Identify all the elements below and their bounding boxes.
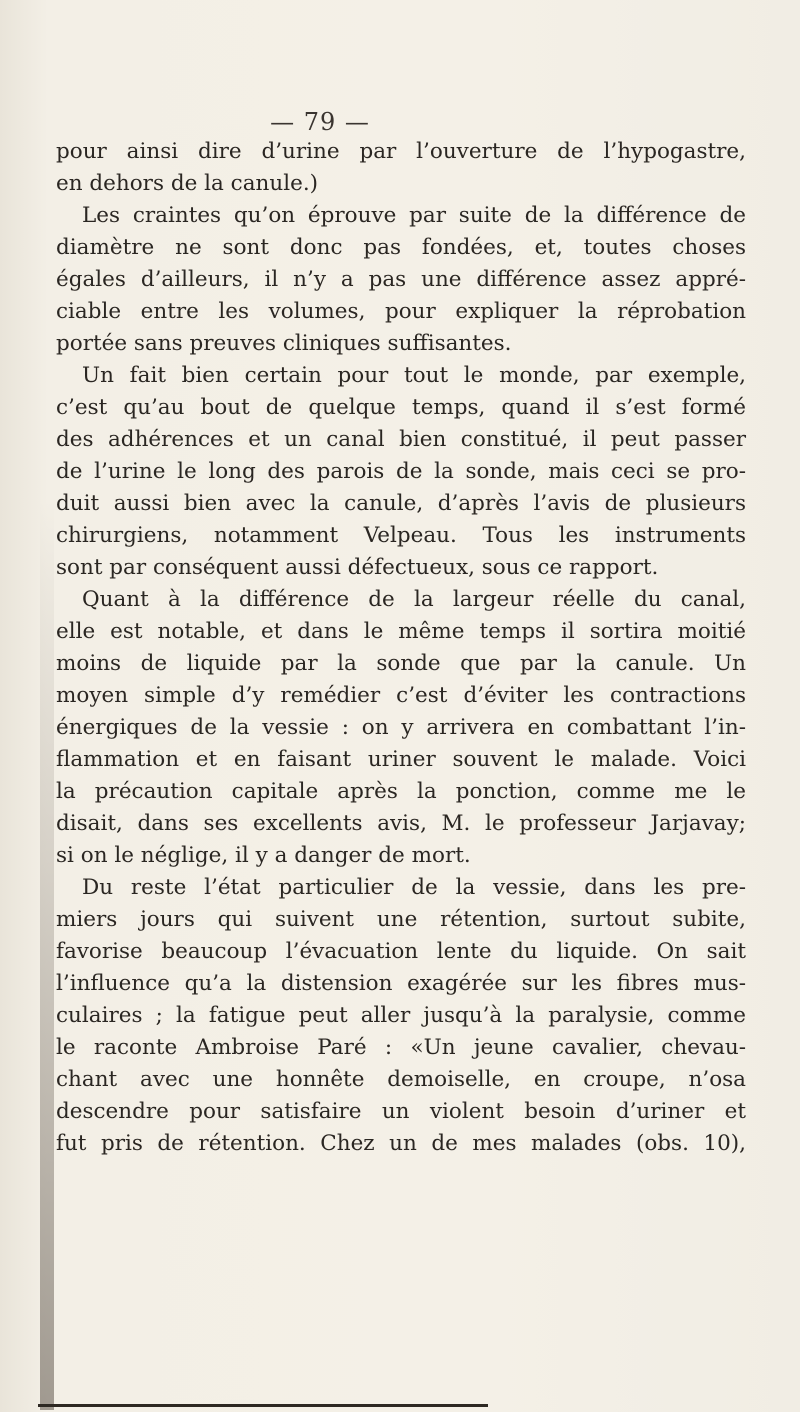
body-text (56, 136, 746, 1160)
text-line: des adhérences et un canal bien constitué, il peut passer (56, 427, 746, 452)
text-line: portée sans preuves cliniques suffisantes. (56, 331, 512, 356)
text-line: Les craintes qu’on éprouve par suite de la différence de (82, 203, 746, 228)
text-line: ciable entre les volumes, pour expliquer la réprobation (56, 299, 746, 324)
text-line: duit aussi bien avec la canule, d’après l’avis de plusieurs (56, 491, 746, 516)
text-line: flammation et en faisant uriner souvent le malade. Voici (56, 747, 746, 772)
text-line: culaires ; la fatigue peut aller jusqu’à la paralysie, comme (56, 1003, 746, 1028)
text-line: Un fait bien certain pour tout le monde, par exemple, (82, 363, 746, 388)
text-line: Du reste l’état particulier de la vessie, dans les pre- (82, 875, 746, 900)
bottom-edge-rule (38, 1404, 488, 1407)
text-line: chirurgiens, notamment Velpeau. Tous les instruments (56, 523, 746, 548)
text-line: pour ainsi dire d’urine par l’ouverture de l’hypogastre, (56, 139, 746, 164)
text-line: moyen simple d’y remédier c’est d’éviter les contractions (56, 683, 746, 708)
text-line: en dehors de la canule.) (56, 171, 319, 196)
text-line: moins de liquide par la sonde que par la canule. Un (56, 651, 746, 676)
binding-shadow (40, 500, 54, 1410)
text-line: c’est qu’au bout de quelque temps, quand il s’est formé (56, 395, 746, 420)
text-line: la précaution capitale après la ponction, comme me le (56, 779, 746, 804)
text-line: chant avec une honnête demoiselle, en croupe, n’osa (56, 1067, 746, 1092)
text-line: miers jours qui suivent une rétention, surtout subite, (56, 907, 746, 932)
text-line: descendre pour satisfaire un violent besoin d’uriner et (56, 1099, 746, 1124)
text-line: fut pris de rétention. Chez un de mes malades (obs. 10), (56, 1131, 746, 1156)
text-line: si on le néglige, il y a danger de mort. (56, 843, 471, 868)
text-line: Quant à la différence de la largeur réelle du canal, (82, 587, 746, 612)
text-line: diamètre ne sont donc pas fondées, et, toutes choses (56, 235, 746, 260)
text-line: disait, dans ses excellents avis, M. le professeur Jarjavay; (56, 811, 746, 836)
text-line: l’influence qu’a la distension exagérée sur les fibres mus- (56, 971, 746, 996)
text-line: de l’urine le long des parois de la sonde, mais ceci se pro- (56, 459, 746, 484)
text-line: favorise beaucoup l’évacuation lente du liquide. On sait (56, 939, 746, 964)
text-line: énergiques de la vessie : on y arrivera en combattant l’in- (56, 715, 746, 740)
text-line: elle est notable, et dans le même temps il sortira moitié (56, 619, 746, 644)
text-line: sont par conséquent aussi défectueux, sous ce rapport. (56, 555, 659, 580)
page-number: — 79 — (270, 108, 370, 136)
text-line: égales d’ailleurs, il n’y a pas une différence assez appré- (56, 267, 746, 292)
text-line: le raconte Ambroise Paré : «Un jeune cavalier, chevau- (56, 1035, 746, 1060)
